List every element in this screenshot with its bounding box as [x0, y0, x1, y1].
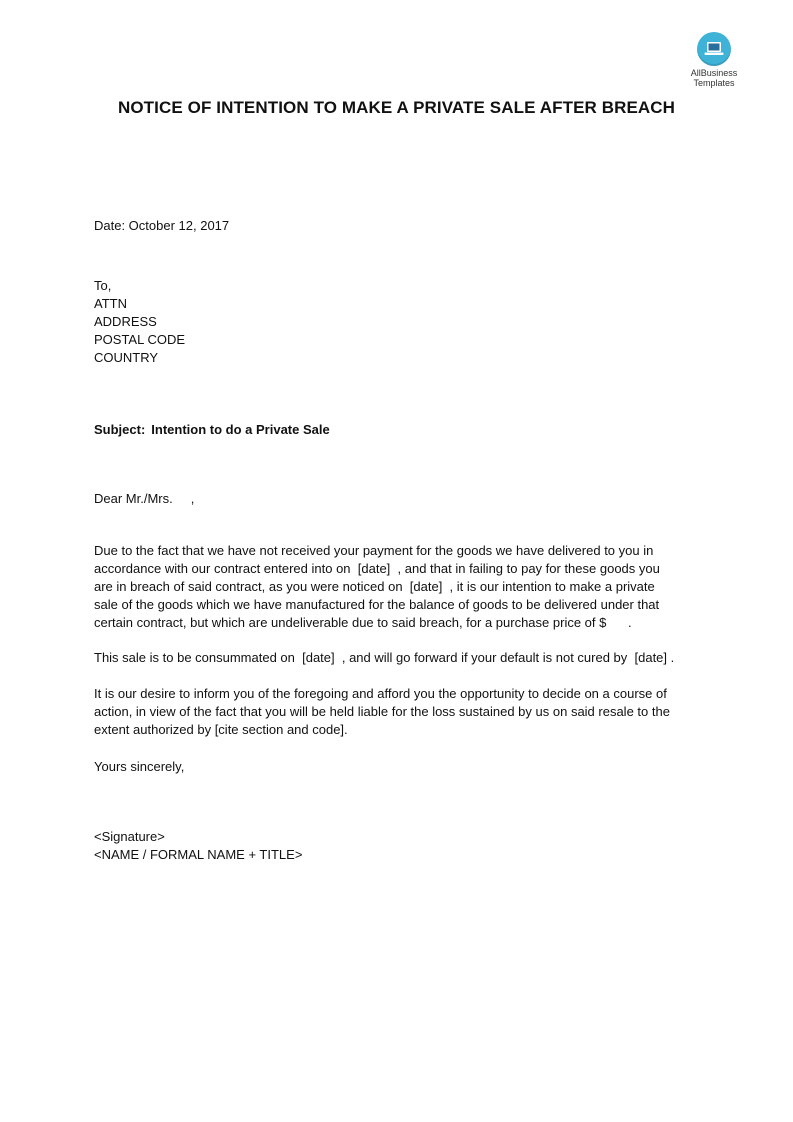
logo-line-2: Templates	[693, 78, 735, 88]
address-country: COUNTRY	[94, 350, 159, 365]
body-paragraph-1	[94, 542, 660, 632]
body-paragraph-3	[94, 685, 670, 739]
recipient-address	[94, 277, 185, 367]
address-postal-code: POSTAL CODE	[94, 332, 186, 347]
letter-date: Date: October 12, 2017	[94, 218, 230, 233]
paragraph-line: sale of the goods which we have manufactured for the balance of goods to be delivered under that	[94, 597, 660, 612]
name-title-placeholder: <NAME / FORMAL NAME + TITLE>	[94, 847, 303, 862]
document-title: NOTICE OF INTENTION TO MAKE A PRIVATE SALE AFTER BREACH	[117, 98, 676, 117]
paragraph-line: Due to the fact that we have not received your payment for the goods we have delivered to you in	[94, 543, 654, 558]
laptop-icon	[697, 32, 731, 66]
allbusiness-templates-logo	[678, 32, 750, 88]
signature-block	[94, 828, 302, 864]
address-street: ADDRESS	[94, 314, 157, 329]
subject-label: Subject:	[94, 422, 146, 437]
paragraph-line: It is our desire to inform you of the foregoing and afford you the opportunity to decide on a course of	[94, 686, 667, 701]
signature-placeholder: <Signature>	[94, 829, 165, 844]
paragraph-line: action, in view of the fact that you will be held liable for the loss sustained by us on said resale to the	[94, 704, 670, 719]
paragraph-line: are in breach of said contract, as you were noticed on [date] , it is our intention to make a private	[94, 579, 655, 594]
subject-line	[94, 421, 330, 439]
greeting: Dear Mr./Mrs. ,	[94, 491, 195, 506]
logo-line-1: AllBusiness	[690, 68, 738, 78]
body-paragraph-2	[94, 649, 674, 667]
subject-text: Intention to do a Private Sale	[151, 422, 330, 437]
paragraph-line: accordance with our contract entered into on [date] , and that in failing to pay for these goods you	[94, 561, 660, 576]
paragraph-line: This sale is to be consummated on [date] , and will go forward if your default is not cured by [date] .	[94, 650, 675, 665]
logo-text	[678, 68, 750, 88]
paragraph-line: extent authorized by [cite section and code].	[94, 722, 348, 737]
address-to: To,	[94, 278, 112, 293]
address-attn: ATTN	[94, 296, 127, 311]
paragraph-line: certain contract, but which are undeliverable due to said breach, for a purchase price of $ .	[94, 615, 632, 630]
closing: Yours sincerely,	[94, 759, 185, 774]
